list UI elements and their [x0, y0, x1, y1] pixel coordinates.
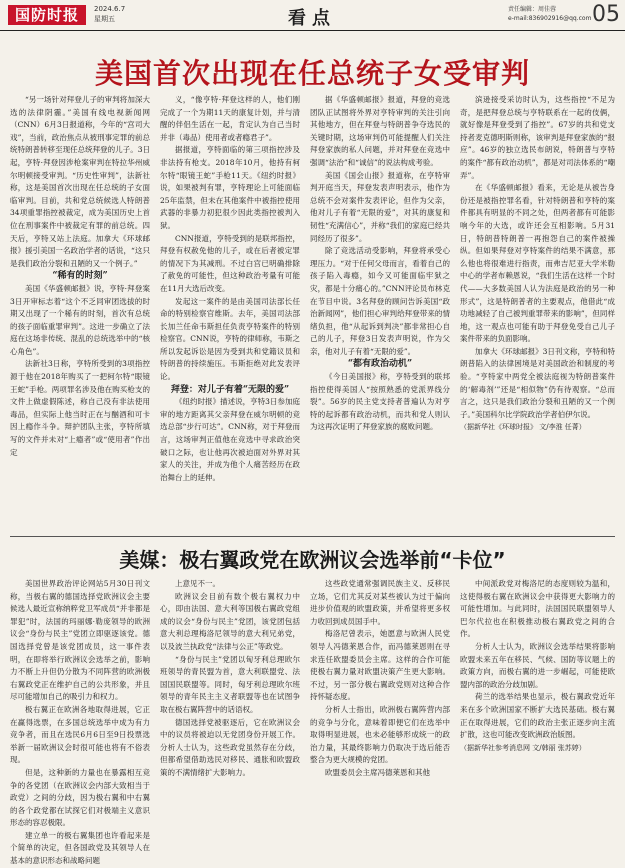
paragraph: 欧盟委员会主席冯德莱恩和其他: [325, 767, 430, 777]
paragraph: 据《华盛顿邮报》报道，拜登的竞选团队正试图将外界对亨特审判的关注引向其他地方，但在拜登与特朗普争夺选民的关键时期，这场审判仍可能提醒人们关注拜登家族的私人问题，并对拜登在竞选中强调“法治”和“诚信”的说法构成考验。: [310, 95, 450, 167]
byline: （据新华社参考消息网 文/韩丽 张苏婷）: [460, 743, 586, 752]
subheading: “都有政治动机”: [347, 359, 413, 370]
paragraph: 发起这一案件的是由美国司法部长任命的特别检察官维斯。去年，美国司法部长加兰任命韦斯担任负责亨特案件的特别检察官。CNN说，亨特的律师称，韦斯之所以发起诉讼是因为受到共和党籍议员和特朗普的持续施压。韦斯拒绝对此发表评论。: [160, 296, 300, 382]
paragraph: 滨逊接受采访时认为，这些指控“不足为奇，是把拜登总统与亨特联系在一起的伎俩，就好像是拜登受到了指控”。67岁的共和党支持者麦克德明斯则称，该审判是拜登家族的“报应”。46岁的独立选民布朗说，特朗普与亨特的案件“都有政治动机”，都是对司法体系的“嘲弄”。: [460, 95, 615, 180]
subheading: “稀有的时刻”: [52, 271, 108, 282]
paragraph: 极右翼正在欧洲各地取得进展，它正在赢得选票，在多国总统选举中成为有力竞争者，而且在选民6月6日至9日投票选举新一届欧洲议会时很可能也将有不俗表现。: [10, 704, 150, 765]
article2-headline: 美媒：极右翼政党在欧洲议会选举前“卡位”: [119, 548, 506, 572]
paragraph: 《纽约时报》描述说，亨特3日参加庭审的地方距离其父亲拜登在威尔明顿的竞选总部“步行可达”。CNN称，对于拜登而言，这场审判正值他在竞选中寻求政治突破口之际，也让他再次被迫面对外界对其家人的关注，并成为他个人痛苦经历在政治舞台上的延伸。: [160, 397, 300, 482]
paragraph: 荷兰的选举结果也显示，极右翼政党近年来在多个欧洲国家不断扩大选民基础。极右翼正在取得进展，它们的政治主张正逐步向主流扩散，这也可能改变欧洲政治版图。: [460, 692, 615, 740]
paragraph: 欧洲议会目前有数个极右翼权力中心，即由法国、意大利等国极右翼政党组成的议会“身份与民主”党团，该党团包括意大利总理梅洛尼领导的意大利兄弟党，以及波兰执政党“法律与公正”等政党。: [160, 591, 300, 651]
paragraph: 中间派政党对梅洛尼的态度则较为温和，这使得极右翼在欧洲议会中获得更大影响力的可能性增加。与此同时，法国国民联盟领导人巴尔代拉也在积极推动极右翼政党之间的合作。: [460, 579, 615, 639]
paragraph: 加拿大《环球邮报》3日刊文称，亨特和特朗普陷入的法律困境是对美国政治和制度的考验。“亨特家中两党全被法庭视为特朗普案件的‘解毒剂’”还是“相似物”仍有待观察。“总而言之，这只是我们政治分裂和丑陋的又一个例子。”美国科尔比学院政治学者伯伊尔说。: [460, 346, 615, 419]
paragraph: 在《华盛顿邮报》看来，无论是从被告身份还是被指控罪名看，针对特朗普和亨特的案件都具有明显的不同之处，但两者都有可能影响今年的大选，或许还会互相影响。5月31日，特朗普特朗普一再抱怨自己的案件被操纵。但如果拜登对亨特案件的结果不满意，那么他也将很难进行指责，而弗吉尼亚大学米勒中心的学者布赖恩说，“我们生活在这样一个时代——大多数美国人认为法庭是政治的另一种形式”，这是特朗普者的主要观点，他借此“成功地减轻了自己被判重罪带来的影响”，但同样地，这一观点也可能有助于拜登免受自己儿子案件带来的负面影响。: [460, 183, 615, 344]
editor-info: [508, 5, 591, 23]
editor-email: e-mail:836902916@qq.com: [508, 15, 592, 22]
paragraph: 除了竞选活动受影响，拜登将承受心理压力。“对于任何父母而言，看着自己的孩子陷入毒瘾，如今又可能面临牢狱之灾，都是十分痛心的。”CNN评论员布林克在节目中说。3名拜登的顾问告诉美国“政治新闻网”，他们担心审判给拜登带来的情绪负担，他“从起诉到判决”都非常担心自己的儿子，拜登3日发表声明说，作为父亲，他对儿子有着“无限的爱”。: [310, 246, 450, 356]
paragraph: 分析人士指出，欧洲极右翼阵营内部的竞争与分化，意味着即便它们在选举中取得明显进展，也未必能够形成统一的政治力量，其最终影响力仍取决于选后能否整合为更大规模的党团。: [310, 704, 450, 765]
date: 2024.6.7: [94, 5, 126, 13]
editor-name: 责任编辑：周佳蓉: [508, 6, 557, 13]
newspaper-logo: 国防时报: [8, 5, 86, 25]
paragraph: 但是，这种新的力量也在暴露相互竞争的各党团（在欧洲议会内部大致相当于政党）之间的分歧，因为极右翼和中右翼的各个政党都在试探它们对极端主义意识形态的容忍极限。: [10, 767, 150, 828]
paragraph: 法新社3日称，亨特所受到的3项指控源于他在2018年购买了一把柯尔特“眼镜王蛇”手枪。两项罪名涉及他在购买枪支的文件上做虚假陈述，称自己没有非法使用毒品，但实际上他当时正在与酗酒和可卡因上瘾作斗争。辩护团队主张，亨特所填写的文件并未对“上瘾者”或“使用者”作出定: [10, 359, 150, 457]
article2-column-2: [160, 578, 300, 858]
article2-column-1: [10, 578, 150, 866]
paragraph: 美国《华盛顿邮报》说，亨特·拜登案3日开审标志着“这个不乏同审团选拔的时期又出现了一个稀有的时刻，首次有总统的孩子面临重罪审判”。这进一步确立了法庭在这场非传统、混乱的总统选举中的“核心角色”。: [10, 283, 150, 356]
weekday: 星期五: [94, 15, 115, 23]
paragraph: “另一场针对拜登儿子的审判将加深大选的法律阴霾。”美国有线电视新闻网（CNN）6月3日报道称，今年的“宫司大戏”，当前，政治焦点从被刑事定罪的前总统特朗普转移至现任总统拜登的儿子。3日起，亨特·拜登因涉枪案审判在特拉华州威尔明顿接受审判。“历史性审判”，法新社称，这是美国首次出现在任总统的子女面临审判。目前，共和党总统候选人特朗普34项重罪指控被裁定，成为美国历史上首位在刑事案件中被裁定有罪的前总统。四天后，亨特又站上法庭。加拿大《环球邮报》援引美国一名政治学者的话说，“这只是我们政治分裂和丑陋的又一个例子。”: [10, 95, 150, 268]
paragraph: 《今日美国报》称，亨特受到的联邦指控使得美国人“按照熟悉的党派界线分裂”。56岁的民主党支持者普遍认为对亨特的起诉都有政治动机，而共和党人则认为这再次证明了拜登家族的腐败问题。: [310, 372, 450, 432]
masthead: [0, 0, 625, 31]
paragraph: 分析人士认为，欧洲议会选举结果将影响欧盟未来五年在移民、气候、国防等议题上的政策方向，而极右翼的进一步崛起，可能使欧盟内部的政治分歧加剧。: [460, 641, 615, 689]
byline: （据新华社《环球时报》 文/李淮 任菁）: [460, 423, 586, 432]
article1-column-1: [10, 94, 150, 534]
article1-headline: 美国首次出现在任总统子女受审判: [94, 57, 530, 90]
issue-date: [94, 4, 125, 24]
paragraph: 上意见不一。: [175, 579, 220, 588]
article2-column-4: [460, 578, 615, 858]
article2-column-3: [310, 578, 450, 858]
article-divider: [10, 536, 615, 537]
paragraph: 梅洛尼曾表示，她愿意与欧洲人民党领导人冯德莱恩合作，而冯德莱恩则在寻求连任欧盟委员会主席。这样的合作可能使极右翼力量对欧盟决策产生更大影响。不过，另一部分极右翼政党则对这种合作持怀疑态度。: [310, 629, 450, 702]
article1-column-3: [310, 94, 450, 534]
paragraph: 美国世界政治评论网站5月30日刊文称，当极右翼的德国选择党欧洲议会主要候选人最近宣称纳粹党卫军成员“并非都是罪犯”时，法国的玛丽娜·勒庞领导的欧洲议会“身份与民主”党团立即驱逐该党。德国选择党曾是该党团成员，这一事件表明，在即将举行欧洲议会选举之前，影响力不断上升但仍分散为不同阵营的欧洲极右翼政党正在维护自己的公共形象，并且尽可能增加自己的吸引力和权力。: [10, 579, 150, 702]
paragraph: 义，“像亨特·拜登这样的人，他们刚完成了一个为期11天的康复计划，并与清醒的伴侣生活在一起，肯定认为自己当时并非（毒品）使用者或者瘾君子”。: [160, 95, 300, 142]
subheading: 拜登：对儿子有着“无限的爱”: [170, 384, 290, 395]
paragraph: “身份与民主”党团以匈牙利总理欧尔班领导的青民盟为首，意大利联盟党、法国国民联盟等。同时，匈牙利总理欧尔班领导的青年民主主义者联盟等也在试图争取在极右翼阵营中的话语权。: [160, 654, 300, 714]
paragraph: 建立单一的极右翼集团也许看起来是个简单的决定，但各国政党及其领导人在基本的意识形态和战略问题: [10, 830, 150, 866]
page-number: 05: [592, 2, 620, 27]
paragraph: CNN报道，亨特受到的是联邦指控，拜登有权赦免他的儿子，或在后者被定罪的情况下为其减刑。不过白宫已明确排除了赦免的可能性，但这种政治考量有可能在11月大选后改变。: [160, 233, 300, 293]
section-title: 看点: [288, 8, 336, 29]
paragraph: 据报道，亨特面临的第三项指控涉及非法持有枪支。2018年10月，他持有柯尔特“眼镜王蛇”手枪11天。《纽约时报》说，如果被判有罪，亨特理论上可能面临25年监禁，但未在其他案件中被指控使用武器的非暴力初犯很少因此类指控被判入狱。: [160, 145, 300, 230]
paragraph: 这些政党通常强调民族主义、反移民立场，它们尤其反对某些被认为过于偏向进步价值观的欧盟政策，并希望将更多权力收回到成员国手中。: [310, 579, 450, 626]
paragraph: 德国选择党被驱逐后，它在欧洲议会中的议员将被迫以无党团身份开展工作。分析人士认为，这些政党虽然存在分歧，但都希望借助选民对移民、通胀和欧盟政策的不满情绪扩大影响力。: [160, 717, 300, 777]
article1-column-4: [460, 94, 615, 534]
article1-column-2: [160, 94, 300, 534]
paragraph: 美国《国会山报》报道称，在亨特审判开庭当天，拜登发表声明表示，他作为总统不会对案件发表评论，但作为父亲，他对儿子有着“无限的爱”，对其的康复和韧性“充满信心”，并称“我们的家庭已经共同经历了很多”。: [310, 170, 450, 243]
